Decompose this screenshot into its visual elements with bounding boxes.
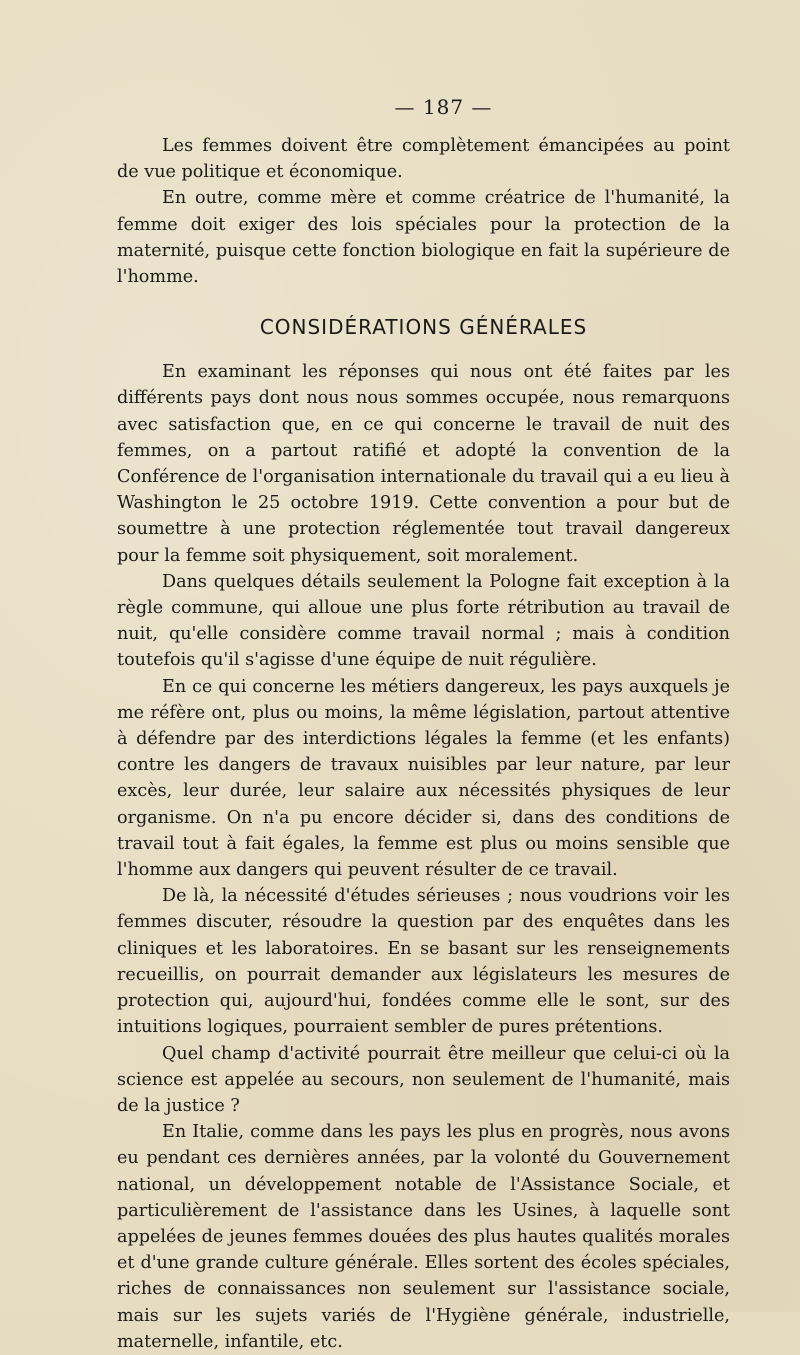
intro-paragraph-2: En outre, comme mère et comme créatrice de l'humanité, la femme doit exiger des lois spéciales pour la protection de la maternité, puisque cette fonction biologique en fait la supérieure de l'homme. [117, 188, 730, 288]
body-paragraph-1: En examinant les réponses qui nous ont été faites par les différents pays dont nous nous sommes occupée, nous remarquons avec satisfaction que, en ce qui concerne le travail de nuit des femmes, on a partout ratifié et adopté la convention de la Conférence de l'organisation internationale du travail qui a eu lieu à Washington le 25 octobre 1919. Cette convention a pour but de soumettre à une protection réglementée tout travail dangereux pour la femme soit physiquement, soit moralement. [117, 362, 730, 566]
body-paragraph-3: En ce qui concerne les métiers dangereux, les pays auxquels je me réfère ont, plus ou moins, la même législation, partout attentive à défendre par des interdictions légales la femme (et les enfants) contre les dangers de travaux nuisibles par leur nature, par leur excès, leur durée, leur salaire aux nécessités physiques de leur organisme. On n'a pu encore décider si, dans des conditions de travail tout à fait égales, la femme est plus ou moins sensible que l'homme aux dangers qui peuvent résulter de ce travail. [117, 676, 730, 881]
body-paragraph-5: Quel champ d'activité pourrait être meilleur que celui-ci où la science est appelée au secours, non seulement de l'humanité, mais de la justice ? [117, 1043, 730, 1116]
intro-paragraph-1: Les femmes doivent être complètement émancipées au point de vue politique et économique. [117, 136, 730, 183]
body-paragraph-2: Dans quelques détails seulement la Pologne fait exception à la règle commune, qui alloue une plus forte rétribution au travail de nuit, qu'elle considère comme travail normal ; mais à condition toutefois qu'il s'agisse d'une équipe de nuit régulière. [117, 571, 730, 671]
body-paragraph-4: De là, la nécessité d'études sérieuses ; nous voudrions voir les femmes discuter, résoudre la question par des enquêtes dans les cliniques et les laboratoires. En se basant sur les renseignements recueillis, on pourrait demander aux législateurs les mesures de protection qui, aujourd'hui, fondées comme elle le sont, sur des intuitions logiques, pourraient sembler de pures prétentions. [117, 886, 730, 1038]
section-body [117, 359, 730, 1355]
intro-text [117, 133, 730, 290]
page-number: — 187 — [394, 95, 493, 119]
section-heading: CONSIDÉRATIONS GÉNÉRALES [259, 315, 588, 340]
body-paragraph-6: En Italie, comme dans les pays les plus en progrès, nous avons eu pendant ces dernières années, par la volonté du Gouvernement national, un développement notable de l'Assistance Sociale, et particulièrement de l'assistance dans les Usines, à laquelle sont appelées de jeunes femmes douées des plus hautes qualités morales et d'une grande culture générale. Elles sortent des écoles spéciales, riches de connaissances non seulement sur l'assistance sociale, mais sur les sujets variés de l'Hygiène générale, industrielle, maternelle, infantile, etc. [117, 1122, 730, 1352]
